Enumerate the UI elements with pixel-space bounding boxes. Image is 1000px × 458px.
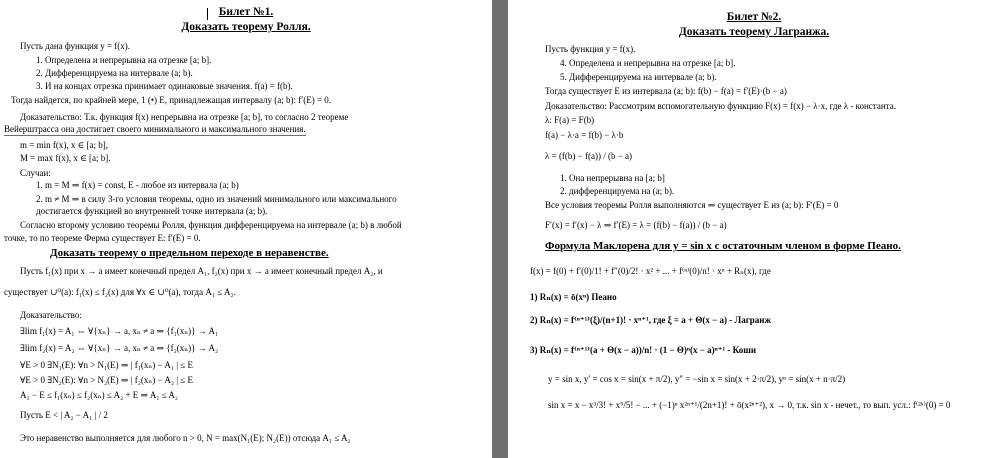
left-line: Согласно второму условию теоремы Ролля, функция дифференцируема на интервале (a; b) в любой [20,220,402,230]
left-section-2: Доказать теорему о предельном переходе в неравенстве. [50,247,329,259]
right-line: 5. Дифференцируема на интервале (a; b). [560,72,717,82]
right-section-2: Формула Маклорена для y = sin x с остаточным членом в форме Пеано. [545,240,901,252]
left-line: M = max f(x), x ∈ [a; b]. [20,153,111,163]
right-line-2: f(x) = f(0) + f′(0)/1! + f″(0)/2! · x² + ... + f⁽ⁿ⁾(0)/n! · xⁿ + Rₙ(x), где [530,266,771,276]
left-title-2: Доказать теорему Ролля. [181,21,311,33]
left-line-2: Пусть E < | A₂ − A₁ | / 2 [20,410,108,420]
left-line-2: ∀E > 0 ∃N₁(E): ∀n > N₁(E) ⇒ | f₁(xₙ) − A₁ | ≤ E [20,360,193,370]
right-line: λ: F(a) = F(b) [545,115,595,125]
right-line: λ = (f(b) − f(a)) / (b − a) [545,151,633,161]
text-cursor [207,8,208,20]
left-line-2: ∃lim f₁(x) = A₁ ⇔ ∀{xₙ} → a, xₙ ≠ a ⇒ {f₁(xₙ)} → A₁ [20,326,219,336]
right-line-2: 1) Rₙ(x) = ō(xⁿ) Пеано [530,292,617,302]
left-line-2: существует ∪⁰(a): f₁(x) ≤ f₂(x) для ∀x ∈ ∪⁰(a), тогда A₁ ≤ A₂. [4,287,236,297]
left-line: Случаи: [20,168,51,178]
right-line-2: 2) Rₙ(x) = f⁽ⁿ⁺¹⁾(ξ)/(n+1)! · xⁿ⁺¹, где ξ = a + Θ(x − a) - Лагранж [530,315,772,325]
right-title-2: Доказать теорему Лагранжа. [678,26,830,38]
left-line: 2. m ≠ M ⇒ в силу 3-го условия теоремы, одно из значений минимального или максимального [36,194,397,204]
left-line: 1. m = M ⇒ f(x) = const, E - любое из интервала (a; b) [36,180,239,190]
right-line: Пусть функция y = f(x). [545,44,636,54]
left-line: Тогда найдется, по крайней мере, 1 (•) E, принадлежащая интервалу (a; b): f′(E) = 0. [11,95,332,105]
left-title-1: Билет №1. [218,6,274,18]
left-line: m = min f(x), x ∈ [a; b], [20,140,108,150]
right-line: Все условия теоремы Ролля выполняются ⇒ существует E из (a; b): F′(E) = 0 [545,200,839,210]
right-line: 4. Определена и непрерывна на отрезке [a; b]. [560,58,736,68]
right-line: Тогда существует E из интервала (a; b): f(b) − f(a) = f′(E)·(b − a) [545,86,787,96]
right-line-2: y = sin x, y′ = cos x = sin(x + π/2), y″ = −sin x = sin(x + 2·π/2), yⁿ = sin(x + n·π/2) [548,374,846,384]
left-line: 3. И на концах отрезка принимает одинаковые значения. f(a) = f(b). [36,81,293,91]
left-line-2: Доказательство: [20,310,82,320]
right-page [508,0,1000,458]
right-line: 1. Она непрерывна на [a; b] [560,173,665,183]
left-line: достигается функцией во внутренней точке интервала (a; b). [36,206,268,216]
left-line: Доказательство: Т.к. функция f(x) непрерывна на отрезке [a; b], то согласно 2 теореме [20,112,349,122]
right-line-2: 3) Rₙ(x) = f⁽ⁿ⁺¹⁾(a + Θ(x − a))/n! · (1 − Θ)ⁿ(x − a)ⁿ⁺¹ - Коши [530,345,757,355]
left-line-2: ∃lim f₂(x) = A₂ ⇔ ∀{xₙ} → a, xₙ ≠ a ⇒ {f₂(xₙ)} → A₂ [20,343,219,353]
right-title-1: Билет №2. [726,11,782,23]
right-line: f(a) − λ·a = f(b) − λ·b [545,130,624,140]
right-line: 2. дифференцируема на (a; b). [560,186,675,196]
right-line: Доказательство: Рассмотрим вспомогательную функцию F(x) = f(x) − λ·x, где λ - константа. [545,101,896,111]
left-line: 2. Дифференцируема на интервале (a; b). [36,68,193,78]
right-line-2: sin x = x − x³/3! + x⁵/5! − ... + (−1)ⁿ x²ⁿ⁺¹/(2n+1)! + ō(x²ⁿ⁺²), x → 0, т.к. sin x - нечет., то вып. усл.: f⁽²ᵏ⁾(0) = 0 [548,400,951,410]
left-line: точке, то по теореме Ферма существует E: f′(E) = 0. [4,233,201,243]
left-line-2: A₁ − E ≤ f₁(xₙ) ≤ f₂(xₙ) ≤ A₂ + E ⇒ A₁ ≤ A₂ [20,390,179,400]
right-line: F′(x) = f′(x) − λ ⇒ f′(E) = λ = (f(b) − f(a)) / (b − a) [545,220,727,230]
left-line-2: Это неравенство выполняется для любого n > 0, N = max(N₁(E); N₂(E)) отсюда A₁ ≤ A₂ [20,433,351,443]
left-line: 1. Определена и непрерывна на отрезке [a; b]. [36,55,212,65]
left-line-2: Пусть f₁(x) при x → a имеет конечный предел A₁, f₂(x) при x → a имеет конечный предел A₂, и [20,266,383,276]
left-line-2: ∀E > 0 ∃N₂(E): ∀n > N₂(E) ⇒ | f₂(xₙ) − A₂ | ≤ E [20,375,193,385]
left-page [0,0,492,458]
left-line: Вейерштрасса она достигает своего минимального и максимального значения. [4,124,306,134]
left-line: Пусть дана функция y = f(x). [20,41,131,51]
